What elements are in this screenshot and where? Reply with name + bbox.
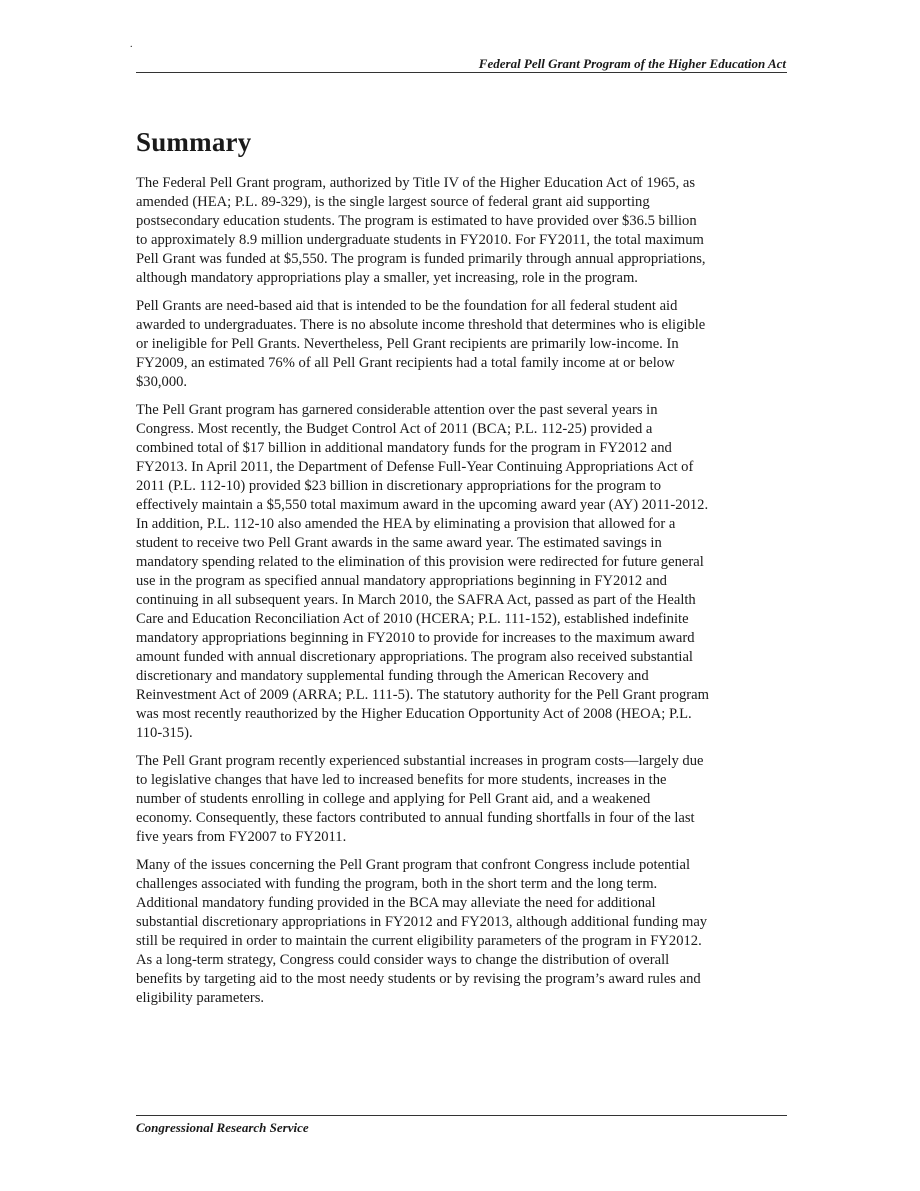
paragraph-issues: Many of the issues concerning the Pell Grant program that confront Congress include potential challenges associated with funding the program, both in the short term and the long term. Additional mandatory funding provided in the BCA may alleviate the need for additional substantial discretionary appropriations in FY2012 and FY2013, although additional funding may still be required in order to maintain the current eligibility parameters of the program in FY2012. As a long-term strategy, Congress could consider ways to change the distribution of overall benefits by targeting aid to the most needy students or by revising the program’s award rules and eligibility parameters. (136, 857, 708, 1006)
paragraph-legislative-history: The Pell Grant program has garnered considerable attention over the past several years in Congress. Most recently, the Budget Control Act of 2011 (BCA; P.L. 112-25) provided a combined total of $17 billion in additional mandatory funds for the program in FY2012 and FY2013. In April 2011, the Department of Defense Full-Year Continuing Appropriations Act of 2011 (P.L. 112-10) provided $23 billion in discretionary appropriations for the program to effectively maintain a $5,550 total maximum award in the upcoming award year (AY) 2011-2012. In addition, P.L. 112-10 also amended the HEA by eliminating a provision that allowed for a student to receive two Pell Grant awards in the same award year. The estimated savings in mandatory spending related to the elimination of this provision were redirected for future general use in the program as specified annual mandatory appropriations beginning in FY2012 and continuing in all subsequent years. In March 2010, the SAFRA Act, passed as part of the Health Care and Education Reconciliation Act of 2010 (HCERA; P.L. 111-152), established indefinite mandatory appropriations beginning in FY2010 to provide for increases to the maximum award amount funded with annual discretionary appropriations. The program also received substantial discretionary and mandatory supplemental funding through the American Recovery and Reinvestment Act of 2009 (ARRA; P.L. 111-5). The statutory authority for the Pell Grant program was most recently reauthorized by the Higher Education Opportunity Act of 2008 (HEOA; P.L. 110-315). (136, 402, 709, 741)
section-heading: Summary (136, 127, 252, 157)
footer-divider (136, 1115, 787, 1116)
paragraph-program-costs: The Pell Grant program recently experienced substantial increases in program costs—largely due to legislative changes that have led to increased benefits for more students, increases in the number of students enrolling in college and applying for Pell Grant aid, and a weakened economy. Consequently, these factors contributed to annual funding shortfalls in four of the last five years from FY2007 to FY2011. (136, 753, 704, 845)
running-header-title: Federal Pell Grant Program of the Higher Education Act (478, 56, 786, 71)
footer-publisher: Congressional Research Service (136, 1120, 309, 1135)
summary-section (136, 122, 787, 1017)
paragraph-overview: The Federal Pell Grant program, authorized by Title IV of the Higher Education Act of 1965, as amended (HEA; P.L. 89-329), is the single largest source of federal grant aid supporting postsecondary education students. The program is estimated to have provided over $36.5 billion to approximately 8.9 million undergraduate students in FY2010. For FY2011, the total maximum Pell Grant was funded at $5,550. The program is funded primarily through annual appropriations, although mandatory appropriations play a smaller, yet increasing, role in the program. (136, 175, 706, 286)
header-divider (136, 72, 787, 73)
paragraph-eligibility: Pell Grants are need-based aid that is intended to be the foundation for all federal student aid awarded to undergraduates. There is no absolute income threshold that determines who is eligible or ineligible for Pell Grants. Nevertheless, Pell Grant recipients are primarily low-income. In FY2009, an estimated 76% of all Pell Grant recipients had a total family income at or below $30,000. (136, 298, 706, 390)
header-mark: . (130, 39, 133, 50)
